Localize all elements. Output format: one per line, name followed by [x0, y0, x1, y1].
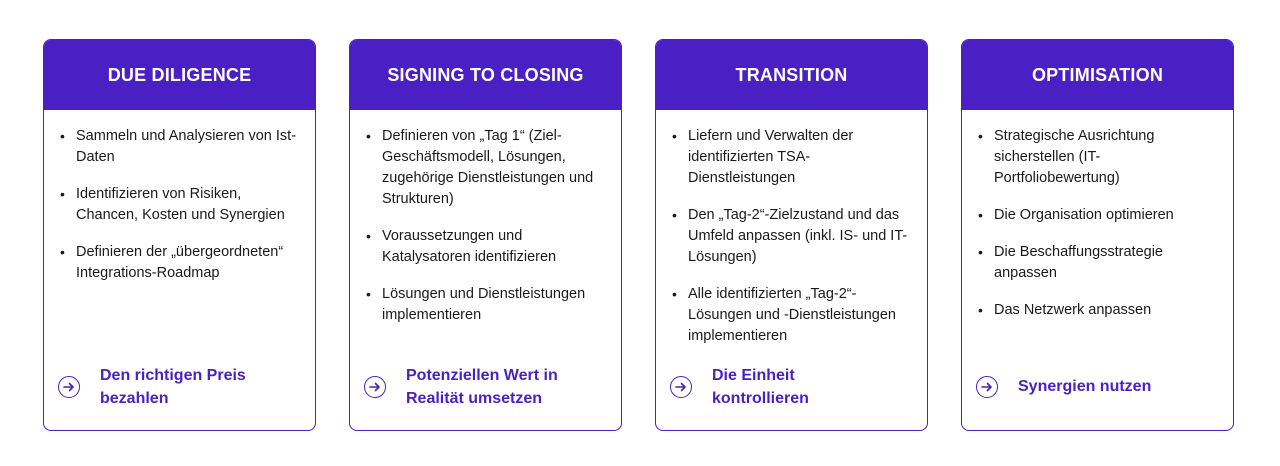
card-header: [44, 40, 315, 110]
bullet-icon: •: [60, 186, 65, 202]
bullet-icon: •: [978, 207, 983, 223]
list-item: [976, 126, 1223, 189]
cta-link[interactable]: [670, 364, 917, 410]
list-item: [670, 205, 917, 268]
card-body: [350, 110, 621, 430]
list-item: [58, 184, 305, 226]
list-item: [364, 126, 611, 210]
cta-text: Synergien nutzen: [1018, 378, 1152, 395]
bullet-list: [58, 126, 305, 300]
card-header: [350, 40, 621, 110]
bullet-icon: •: [978, 128, 983, 144]
list-item: [670, 126, 917, 189]
card-title: TRANSITION: [735, 64, 848, 85]
list-item-text: Das Netzwerk anpassen: [994, 302, 1152, 318]
list-item: [670, 284, 917, 347]
list-item: [58, 126, 305, 168]
list-item-text: Definieren der „übergeordneten“ Integrations-Roadmap: [76, 244, 284, 281]
card-header: [656, 40, 927, 110]
list-item: [58, 242, 305, 284]
card-title: OPTIMISATION: [1031, 64, 1164, 85]
list-item: [976, 242, 1223, 284]
list-item: [976, 300, 1223, 321]
list-item-text: Voraussetzungen und Katalysatoren identifizieren: [382, 228, 557, 265]
card-transition: [655, 39, 928, 431]
list-item-text: Die Organisation optimieren: [994, 207, 1174, 223]
cta-text: Den richtigen Preis bezahlen: [100, 367, 246, 407]
cta-link[interactable]: [58, 364, 305, 410]
bullet-icon: •: [978, 302, 983, 318]
card-title: DUE DILIGENCE: [107, 64, 252, 85]
bullet-icon: •: [366, 286, 371, 302]
arrow-right-circle-icon: [58, 376, 80, 398]
bullet-list: [364, 126, 611, 342]
list-item: [364, 284, 611, 326]
list-item-text: Die Beschaffungsstrategie anpassen: [994, 244, 1164, 281]
list-item-text: Identifizieren von Risiken, Chancen, Kosten und Synergien: [76, 186, 285, 223]
card-title: SIGNING TO CLOSING: [387, 64, 584, 85]
arrow-right-circle-icon: [976, 376, 998, 398]
list-item-text: Den „Tag-2“-Zielzustand und das Umfeld anpassen (inkl. IS- und IT-Lösungen): [688, 207, 908, 265]
bullet-icon: •: [366, 128, 371, 144]
bullet-icon: •: [672, 207, 677, 223]
list-item-text: Definieren von „Tag 1“ (Ziel-Geschäftsmodell, Lösungen, zugehörige Dienstleistungen und Strukturen): [382, 128, 594, 207]
list-item-text: Alle identifizierten „Tag-2“-Lösungen und -Dienstleistungen implementieren: [688, 286, 896, 344]
list-item-text: Strategische Ausrichtung sicherstellen (IT-Portfoliobewertung): [994, 128, 1155, 186]
bullet-icon: •: [978, 244, 983, 260]
list-item: [976, 205, 1223, 226]
arrow-right-circle-icon: [670, 376, 692, 398]
bullet-icon: •: [60, 128, 65, 144]
list-item-text: Lösungen und Dienstleistungen implementieren: [382, 286, 586, 323]
list-item-text: Sammeln und Analysieren von Ist-Daten: [76, 128, 297, 165]
cta-text: Potenziellen Wert in Realität umsetzen: [406, 367, 558, 407]
cta-text: Die Einheit kontrollieren: [712, 367, 809, 407]
card-due-diligence: [43, 39, 316, 431]
bullet-icon: •: [60, 244, 65, 260]
list-item: [364, 226, 611, 268]
bullet-icon: •: [672, 286, 677, 302]
cta-link[interactable]: [364, 364, 611, 410]
card-optimisation: [961, 39, 1234, 431]
card-body: [656, 110, 927, 430]
card-body: [962, 110, 1233, 430]
list-item-text: Liefern und Verwalten der identifizierten TSA-Dienstleistungen: [688, 128, 854, 186]
card-signing-to-closing: [349, 39, 622, 431]
bullet-list: [976, 126, 1223, 337]
bullet-icon: •: [672, 128, 677, 144]
bullet-list: [670, 126, 917, 363]
arrow-right-circle-icon: [364, 376, 386, 398]
card-body: [44, 110, 315, 430]
bullet-icon: •: [366, 228, 371, 244]
cta-link[interactable]: [976, 375, 1223, 398]
card-header: [962, 40, 1233, 110]
